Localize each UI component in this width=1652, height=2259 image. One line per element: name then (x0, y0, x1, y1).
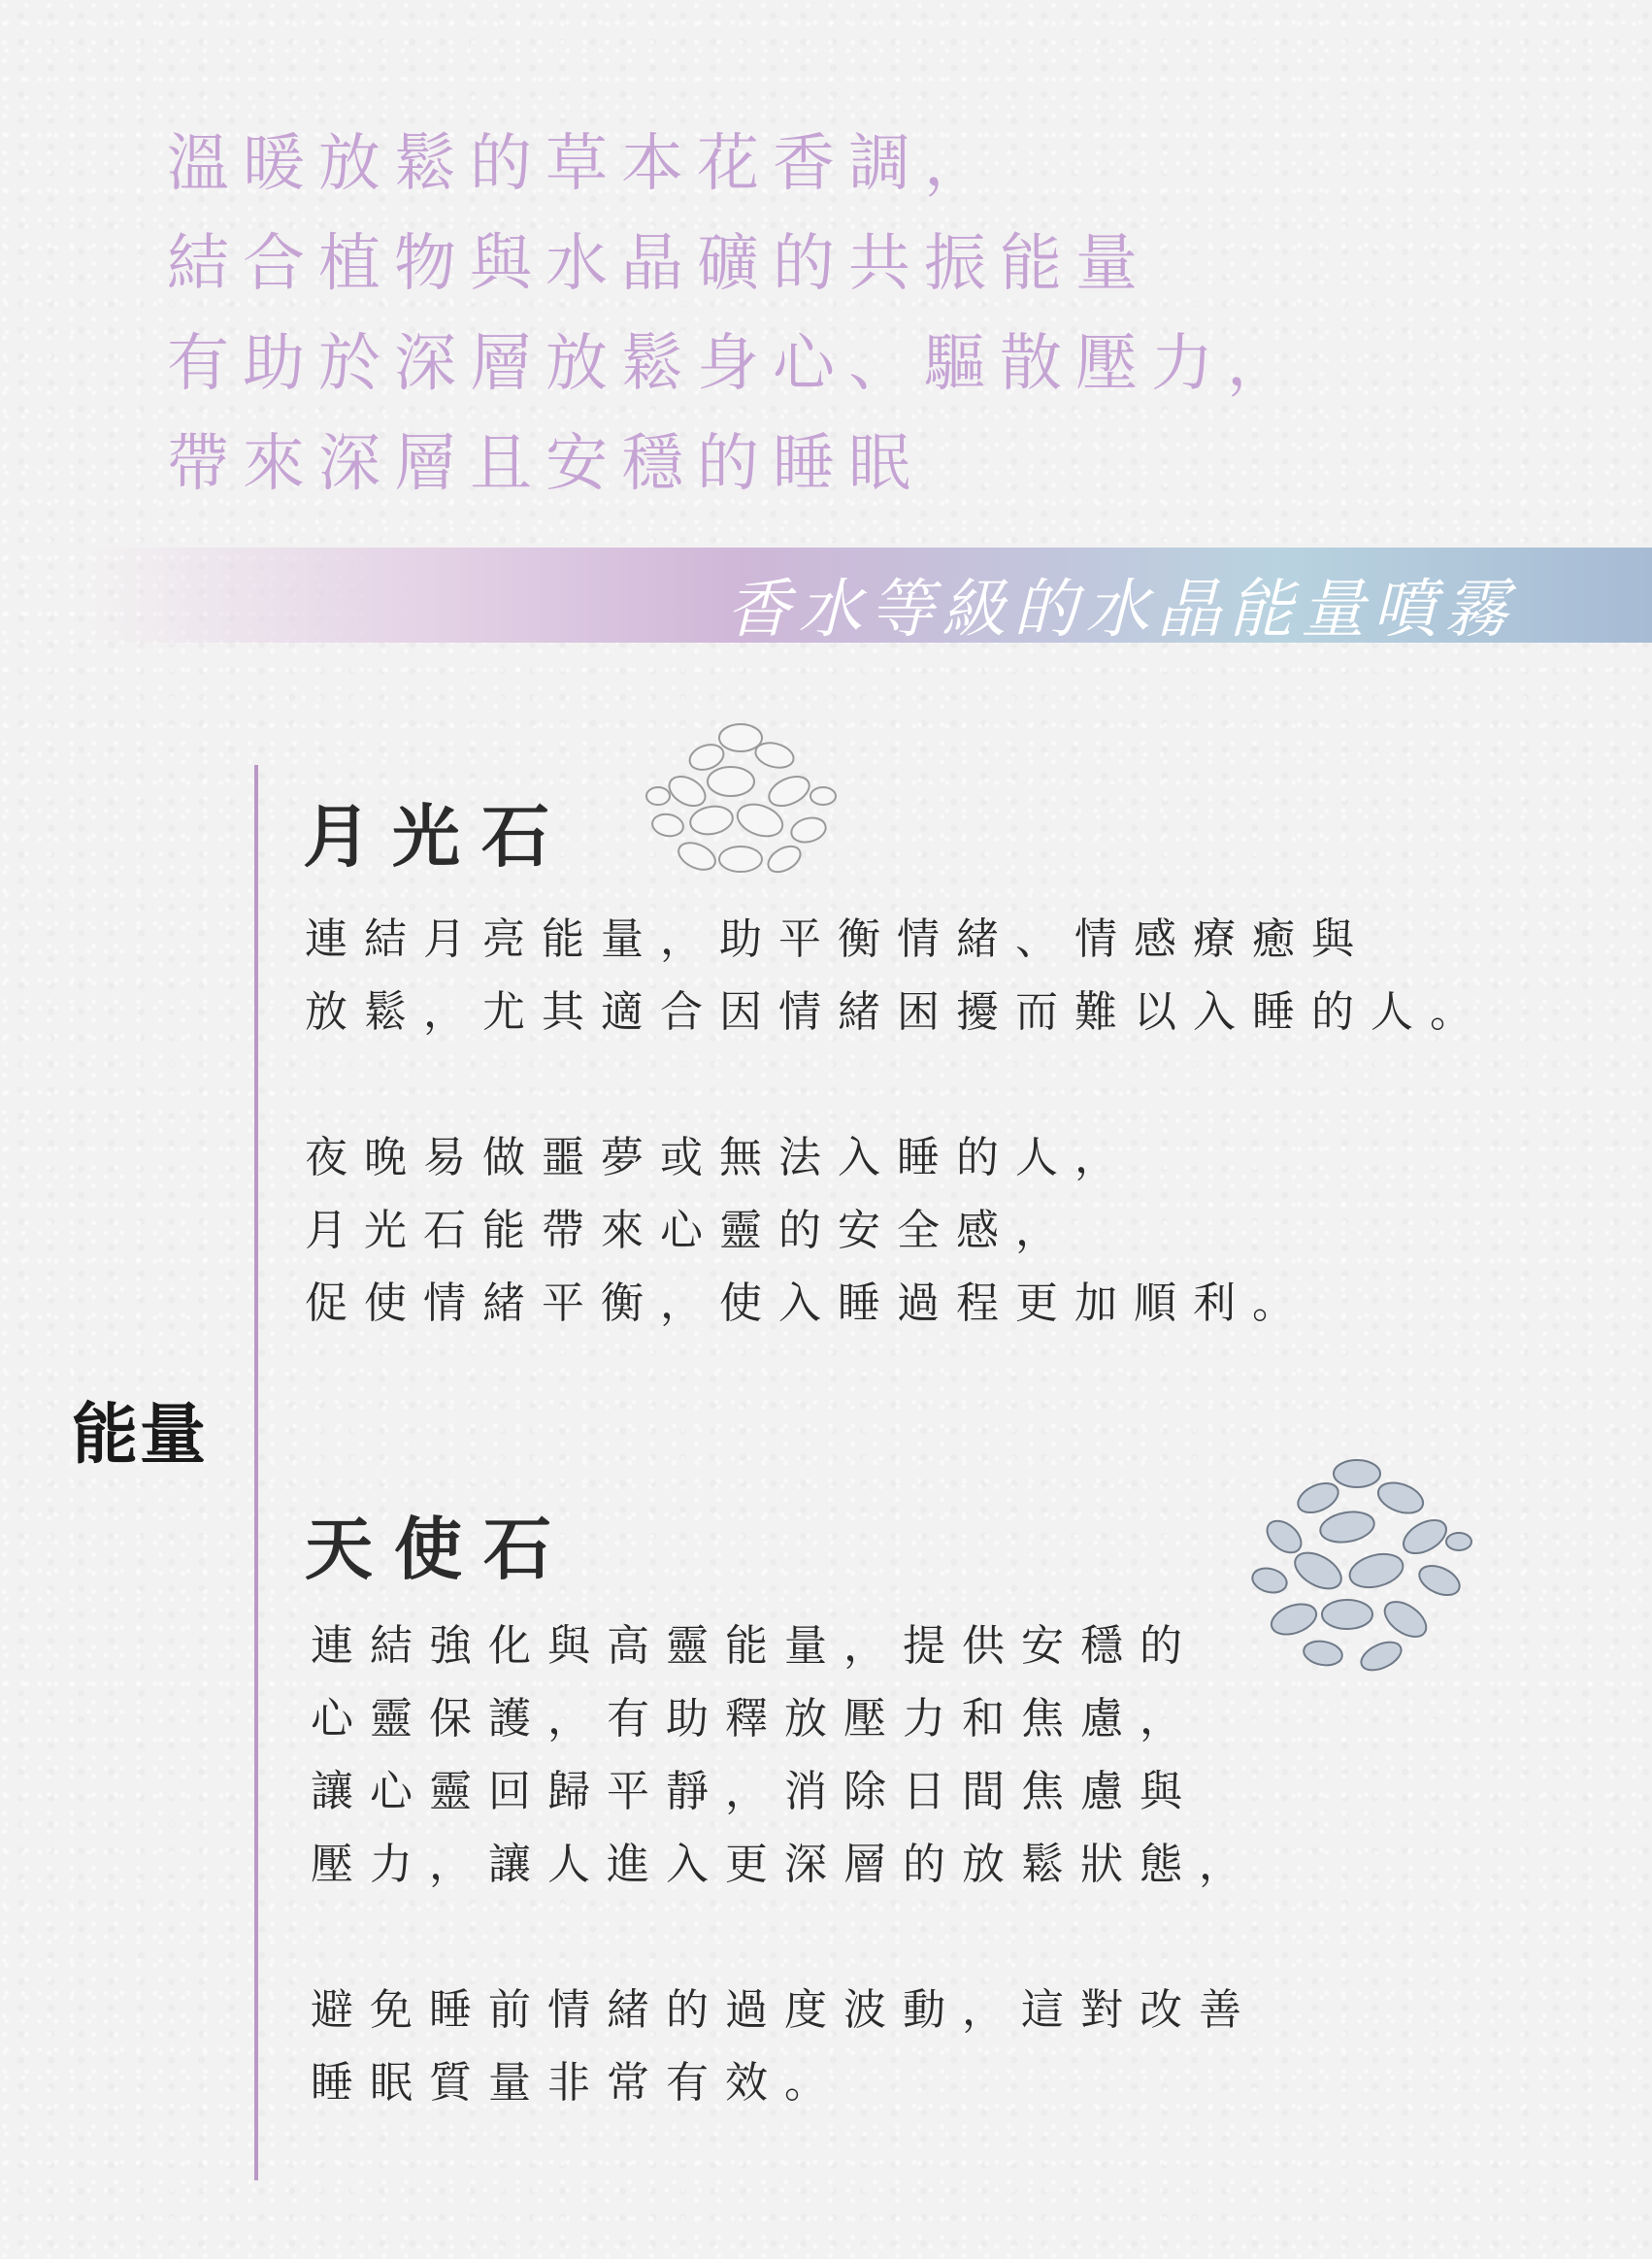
text-line: 放鬆，尤其適合因情緒困擾而難以入睡的人。 (305, 987, 1489, 1037)
text-line: 連結強化與高靈能量，提供安穩的 (311, 1621, 1199, 1671)
moonstone-pile-icon (629, 699, 852, 893)
moonstone-title: 月光石 (303, 796, 571, 877)
intro-text (167, 115, 1303, 515)
energy-section-label: 能量 (72, 1396, 209, 1474)
text-line: 避免睡前情緒的過度波動，這對改善 (311, 1985, 1258, 2035)
intro-line-3: 有助於深層放鬆身心、驅散壓力， (167, 328, 1303, 400)
angelite-pile-icon (1240, 1445, 1483, 1687)
intro-line-2: 結合植物與水晶礦的共振能量 (167, 228, 1151, 300)
text-line: 促使情緒平衡，使入睡過程更加順利。 (305, 1279, 1311, 1328)
gradient-banner (85, 548, 1652, 647)
intro-line-4: 帶來深層且安穩的睡眠 (167, 428, 924, 500)
text-line: 讓心靈回歸平靜，消除日間焦慮與 (311, 1767, 1199, 1816)
moonstone-description (305, 903, 1489, 1340)
text-line: 睡眠質量非常有效。 (311, 2058, 843, 2108)
text-line: 心靈保護，有助釋放壓力和焦慮， (311, 1694, 1199, 1744)
angelite-description (311, 1610, 1258, 2119)
angelite-title: 天使石 (305, 1509, 573, 1589)
text-line: 夜晚易做噩夢或無法入睡的人， (305, 1133, 1134, 1182)
text-line: 壓力，讓人進入更深層的放鬆狀態， (311, 1840, 1258, 1889)
intro-line-1: 溫暖放鬆的草本花香調， (167, 128, 1000, 200)
text-line: 月光石能帶來心靈的安全感， (305, 1206, 1074, 1255)
vertical-divider (254, 765, 258, 2180)
banner-title: 香水等級的水晶能量噴霧 (726, 572, 1516, 647)
text-line: 連結月亮能量，助平衡情緒、情感療癒與 (305, 914, 1371, 964)
